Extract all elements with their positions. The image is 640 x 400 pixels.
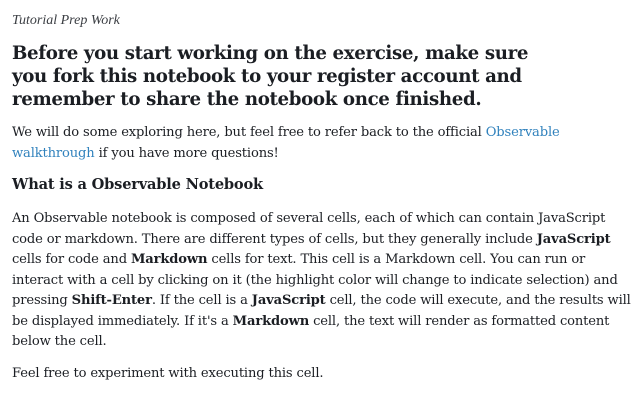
bold-markdown-1: Markdown [130,252,208,267]
observable-walkthrough-link[interactable]: Observable walkthrough [12,125,560,161]
intro-text-before: We will do some exploring here, but feel free to refer back to the official [12,125,486,140]
bold-javascript-2: JavaScript [251,293,326,308]
bold-javascript-1: JavaScript [536,231,611,247]
section-heading: What is a Observable Notebook [12,176,263,193]
cell-title: Before you start working on the exercise, make sure you fork this notebook to your register account and remember to share the notebook once finished. [12,43,529,110]
body-text-4: . If the cell is a [151,293,252,308]
bold-shift-enter: Shift-Enter [71,293,152,308]
body-paragraph [12,209,637,353]
bold-markdown-2: Markdown [232,313,310,329]
body-text-1: An Observable notebook is composed of several cells, each of which can contain JavaScript code or markdown. There are different types of cells, but they generally include [12,211,606,247]
body-text-5: cell, the code will execute, and the results will be displayed immediately. If it's a [12,293,631,329]
intro-paragraph [12,123,572,164]
cell-kicker: Tutorial Prep Work [12,13,120,28]
closing-paragraph: Feel free to experiment with executing this cell. [12,365,324,381]
body-text-6: cell, the text will render as formatted content below the cell. [12,313,610,349]
body-text-3: cells for text. This cell is a Markdown cell. You can run or interact with a cell by clicking on it (the highlight color will change to indicate selection) and pressing [12,252,618,308]
intro-text-after: if you have more questions! [94,145,279,161]
body-text-2: cells for code and [12,252,131,267]
